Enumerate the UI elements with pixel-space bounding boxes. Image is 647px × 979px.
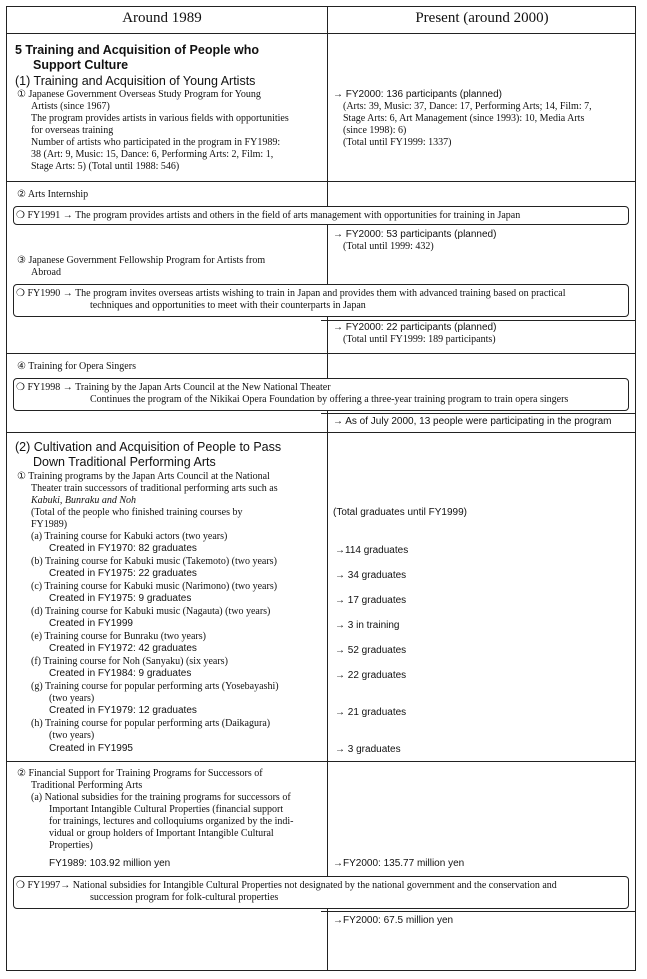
item1-right: (since 1998): 6) <box>343 125 407 136</box>
intro-line: (Total of the people who finished training courses by <box>31 507 243 518</box>
support-line: Traditional Performing Arts <box>31 780 143 791</box>
course-name: (b) Training course for Kabuki music (Takemoto) (two years) <box>31 556 277 567</box>
support-line: for trainings, lectures and colloquiums organized by the indi- <box>49 816 294 827</box>
callout-text: ❍ FY1997→ National subsidies for Intangible Cultural Properties not designated by the national government and the conservation and <box>16 880 557 891</box>
header-left: Around 1989 <box>122 10 202 26</box>
item3-title: ③ Japanese Government Fellowship Program for Artists from <box>17 255 266 266</box>
callout-box <box>13 378 629 411</box>
item1-line: Number of artists who participated in the program in FY1989: <box>31 137 281 148</box>
support-line: Properties) <box>49 840 93 851</box>
course-name: (c) Training course for Kabuki music (Narimono) (two years) <box>31 581 278 592</box>
course-created: Created in FY1975: 22 graduates <box>49 568 197 579</box>
item1-line: for overseas training <box>31 125 114 136</box>
course-result: → 34 graduates <box>335 570 407 581</box>
row-rule <box>7 761 635 762</box>
callout-text: techniques and opportunities to meet with their counterparts in Japan <box>90 300 366 311</box>
item4-title: ④ Training for Opera Singers <box>17 361 136 372</box>
item4-right: → As of July 2000, 13 people were participating in the program <box>333 416 612 427</box>
fy2000-amount: →FY2000: 135.77 million yen <box>333 858 465 869</box>
item1-line: Artists (since 1967) <box>31 101 110 112</box>
item2-title: ② Arts Internship <box>17 189 89 200</box>
item2-right: → FY2000: 53 participants (planned) <box>333 229 497 240</box>
course-created: Created in FY1975: 9 graduates <box>49 593 192 604</box>
item1-line: The program provides artists in various fields with opportunities <box>31 113 289 124</box>
column-divider <box>327 7 328 970</box>
fy1989-amount: FY1989: 103.92 million yen <box>49 858 171 869</box>
row-rule <box>321 413 635 414</box>
item1-right: (Total until FY1999: 1337) <box>343 137 452 148</box>
support-line: vidual or group holders of Important Intangible Cultural <box>49 828 274 839</box>
table-frame <box>6 6 636 971</box>
row-rule <box>7 353 635 354</box>
item1-right: (Arts: 39, Music: 37, Dance: 17, Performing Arts; 14, Film: 7, <box>343 101 592 112</box>
support-line: Important Intangible Cultural Properties (financial support <box>49 804 284 815</box>
callout-box <box>13 284 629 317</box>
course-name: (f) Training course for Noh (Sanyaku) (six years) <box>31 656 228 667</box>
item1-line: 38 (Art: 9, Music: 15, Dance: 6, Performing Arts: 2, Film: 1, <box>31 149 274 160</box>
course-result: → 17 graduates <box>335 595 407 606</box>
intro-line: Kabuki, Bunraku and Noh <box>31 495 136 506</box>
callout-text: succession program for folk-cultural properties <box>90 892 279 903</box>
course-created: Created in FY1972: 42 graduates <box>49 643 197 654</box>
course-created: Created in FY1970: 82 graduates <box>49 543 197 554</box>
course-created: Created in FY1984: 9 graduates <box>49 668 192 679</box>
item3-right: → FY2000: 22 participants (planned) <box>333 322 497 333</box>
subsection-title: (2) Cultivation and Acquisition of People to Pass <box>15 440 282 454</box>
course-result: → 52 graduates <box>335 645 407 656</box>
course-created: Created in FY1999 <box>49 618 133 629</box>
section-title-cont: Support Culture <box>33 58 129 72</box>
course-created: Created in FY1979: 12 graduates <box>49 705 197 716</box>
totals-header: (Total graduates until FY1999) <box>333 507 467 518</box>
support-line: ② Financial Support for Training Programs for Successors of <box>17 768 263 779</box>
item2-right: (Total until 1999: 432) <box>343 241 434 252</box>
intro-line: FY1989) <box>31 519 68 530</box>
intro-line: ① Training programs by the Japan Arts Council at the National <box>17 471 270 482</box>
course-created: Created in FY1995 <box>49 743 133 754</box>
callout-text: ❍ FY1990 → The program invites overseas artists wishing to train in Japan and provides them with advanced training based on practical <box>16 288 566 299</box>
callout-text: Continues the program of the Nikikai Opera Foundation by offering a three-year training program to train opera singers <box>90 394 569 405</box>
support-line: (a) National subsidies for the training programs for successors of <box>31 792 291 803</box>
course-result: →114 graduates <box>335 545 409 556</box>
item1-line: ① Japanese Government Overseas Study Program for Young <box>17 89 261 100</box>
row-rule <box>7 181 635 182</box>
item1-right: Stage Arts: 6, Art Management (since 1993): 10, Media Arts <box>343 113 585 124</box>
course-result: → 3 in training <box>335 620 400 631</box>
subsection-title-cont: Down Traditional Performing Arts <box>33 455 216 469</box>
course-duration: (two years) <box>49 730 95 741</box>
course-name: (g) Training course for popular performing arts (Yosebayashi) <box>31 681 279 692</box>
callout-text: ❍ FY1991 → The program provides artists and others in the field of arts management with opportunities for training in Japan <box>16 210 521 221</box>
course-name: (h) Training course for popular performing arts (Daikagura) <box>31 718 271 729</box>
row-rule <box>321 911 635 912</box>
item3-title: Abroad <box>31 267 61 278</box>
header-right: Present (around 2000) <box>415 10 549 26</box>
course-duration: (two years) <box>49 693 95 704</box>
course-result: → 21 graduates <box>335 707 407 718</box>
section-title: 5 Training and Acquisition of People who <box>15 43 259 57</box>
intro-line: Theater train successors of traditional performing arts such as <box>31 483 278 494</box>
item3-right: (Total until FY1999: 189 participants) <box>343 334 496 345</box>
callout-box <box>13 206 629 225</box>
fy2000-amount: →FY2000: 67.5 million yen <box>333 915 454 926</box>
row-rule <box>7 432 635 433</box>
callout-text: ❍ FY1998 → Training by the Japan Arts Council at the New National Theater <box>16 382 331 393</box>
item1-line: Stage Arts: 5) (Total until 1988: 546) <box>31 161 180 172</box>
callout-box <box>13 876 629 909</box>
header-rule <box>7 33 635 34</box>
item1-right: → FY2000: 136 participants (planned) <box>333 89 502 100</box>
course-result: → 22 graduates <box>335 670 407 681</box>
row-rule <box>321 320 635 321</box>
course-name: (a) Training course for Kabuki actors (two years) <box>31 531 228 542</box>
subsection-title: (1) Training and Acquisition of Young Artists <box>15 74 256 88</box>
course-name: (e) Training course for Bunraku (two years) <box>31 631 206 642</box>
course-result: → 3 graduates <box>335 744 401 755</box>
course-name: (d) Training course for Kabuki music (Nagauta) (two years) <box>31 606 271 617</box>
